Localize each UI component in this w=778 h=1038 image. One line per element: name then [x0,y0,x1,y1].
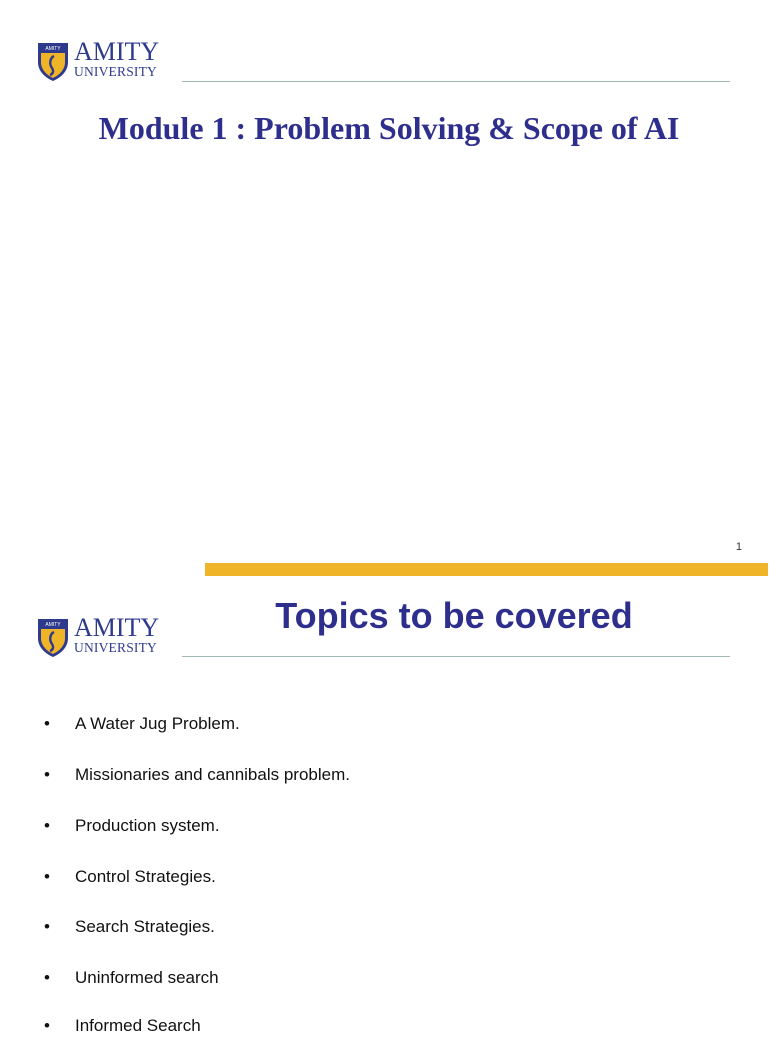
bullet-icon: • [44,917,50,936]
list-item [0,915,768,939]
header-divider [182,656,730,657]
topic-text: A Water Jug Problem. [75,714,240,733]
logo-subword: UNIVERSITY [74,640,157,655]
slide-2 [0,576,768,1035]
logo-wordmark: AMITY [74,613,160,642]
bullet-icon: • [44,714,50,733]
amity-logo [36,37,168,84]
header-divider [182,81,730,82]
bullet-icon: • [44,1016,50,1035]
amity-shield-icon [36,616,70,658]
amity-logo [36,613,168,660]
amity-shield-icon [36,40,70,82]
slide-number: 1 [735,541,742,553]
list-item [0,865,768,889]
bullet-icon: • [44,816,50,835]
logo-wordmark: AMITY [74,37,160,66]
logo-subword: UNIVERSITY [74,64,157,79]
bullet-icon: • [44,968,50,987]
list-item [0,712,768,736]
list-item [0,814,768,838]
topic-text: Search Strategies. [75,917,215,936]
topic-text: Production system. [75,816,220,835]
shield-label: AMITY [45,622,61,628]
topic-text: Informed Search [75,1016,201,1035]
list-item [0,966,768,990]
list-item [0,763,768,787]
topic-text: Uninformed search [75,968,219,987]
list-item [0,1014,768,1038]
shield-label: AMITY [45,46,61,52]
topic-text: Control Strategies. [75,867,216,886]
bullet-icon: • [44,867,50,886]
topics-title: Topics to be covered [275,595,633,636]
bullet-icon: • [44,765,50,784]
module-title: Module 1 : Problem Solving & Scope of AI [98,110,680,146]
footer-accent-bar [205,563,768,576]
topic-text: Missionaries and cannibals problem. [75,765,350,784]
